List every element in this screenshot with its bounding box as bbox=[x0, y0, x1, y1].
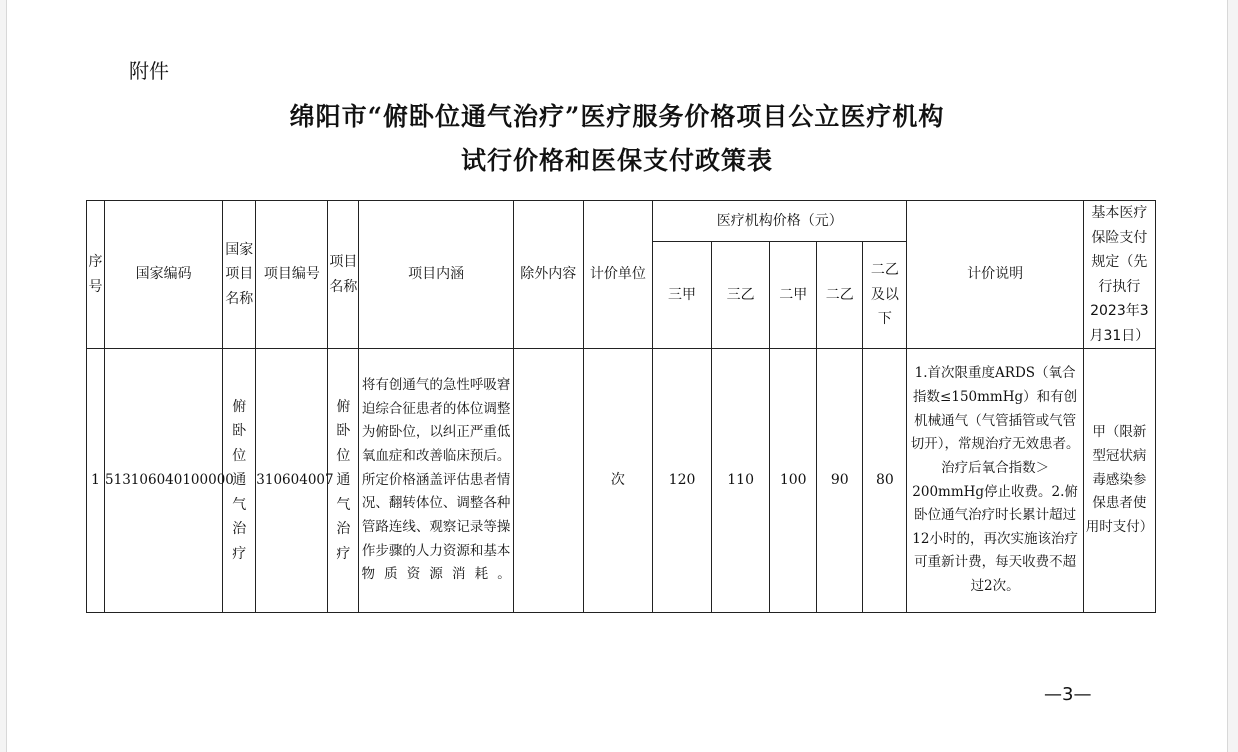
table-row bbox=[87, 349, 1156, 613]
cell-price-3b: 110 bbox=[712, 349, 770, 613]
cell-price-2b-below: 80 bbox=[863, 349, 907, 613]
cell-price-2a: 100 bbox=[770, 349, 817, 613]
header-national-item-name: 国家项目名称 bbox=[223, 201, 256, 349]
cell-national-code: 513106040100000 bbox=[105, 349, 223, 613]
cell-item-name: 俯卧位通气治疗 bbox=[328, 349, 359, 613]
header-insurance: 基本医疗保险支付规定（先行执行2023年3月31日） bbox=[1083, 201, 1155, 349]
cell-item-code: 310604007 bbox=[256, 349, 328, 613]
cell-seq: 1 bbox=[87, 349, 105, 613]
cell-price-3a: 120 bbox=[652, 349, 711, 613]
cell-national-item-name: 俯卧位通气治疗 bbox=[223, 349, 256, 613]
header-content: 项目内涵 bbox=[359, 201, 513, 349]
attachment-label: 附件 bbox=[129, 59, 169, 83]
header-grade-2b: 二乙 bbox=[817, 241, 863, 348]
document-title-line-1: 绵阳市“俯卧位通气治疗”医疗服务价格项目公立医疗机构 bbox=[289, 102, 945, 131]
header-item-name: 项目名称 bbox=[328, 201, 359, 349]
cell-price-2b: 90 bbox=[817, 349, 863, 613]
header-price-group: 医疗机构价格（元） bbox=[652, 201, 906, 242]
header-grade-2a: 二甲 bbox=[770, 241, 817, 348]
cell-content: 将有创通气的急性呼吸窘迫综合征患者的体位调整为俯卧位，以纠正严重低氧血症和改善临床预后。所定价格涵盖评估患者情况、翻转体位、调整各种管路连线、观察记录等操作步骤的人力资源和基本物质资源消耗。 bbox=[359, 349, 513, 613]
header-pricing-note: 计价说明 bbox=[907, 201, 1083, 349]
document-page bbox=[6, 0, 1228, 752]
header-row-1 bbox=[87, 201, 1156, 242]
header-seq: 序号 bbox=[87, 201, 105, 349]
page-number: —3— bbox=[1044, 684, 1092, 705]
header-grade-3a: 三甲 bbox=[652, 241, 711, 348]
header-item-code: 项目编号 bbox=[256, 201, 328, 349]
cell-insurance: 甲（限新型冠状病毒感染参保患者使用时支付） bbox=[1083, 349, 1155, 613]
header-national-code: 国家编码 bbox=[105, 201, 223, 349]
header-exclusions: 除外内容 bbox=[513, 201, 583, 349]
header-unit: 计价单位 bbox=[583, 201, 652, 349]
header-grade-3b: 三乙 bbox=[712, 241, 770, 348]
cell-unit: 次 bbox=[583, 349, 652, 613]
header-grade-2b-below: 二乙及以下 bbox=[863, 241, 907, 348]
cell-pricing-note: 1.首次限重度ARDS（氧合指数≤150mmHg）和有创机械通气（气管插管或气管切开），常规治疗无效患者。治疗后氧合指数＞200mmHg停止收费。2.俯卧位通气治疗时长累计超过12小时的，再次实施该治疗可重新计费，每天收费不超过2次。 bbox=[907, 349, 1083, 613]
cell-exclusions bbox=[513, 349, 583, 613]
price-policy-table bbox=[86, 200, 1156, 613]
document-title-line-2: 试行价格和医保支付政策表 bbox=[460, 146, 773, 175]
